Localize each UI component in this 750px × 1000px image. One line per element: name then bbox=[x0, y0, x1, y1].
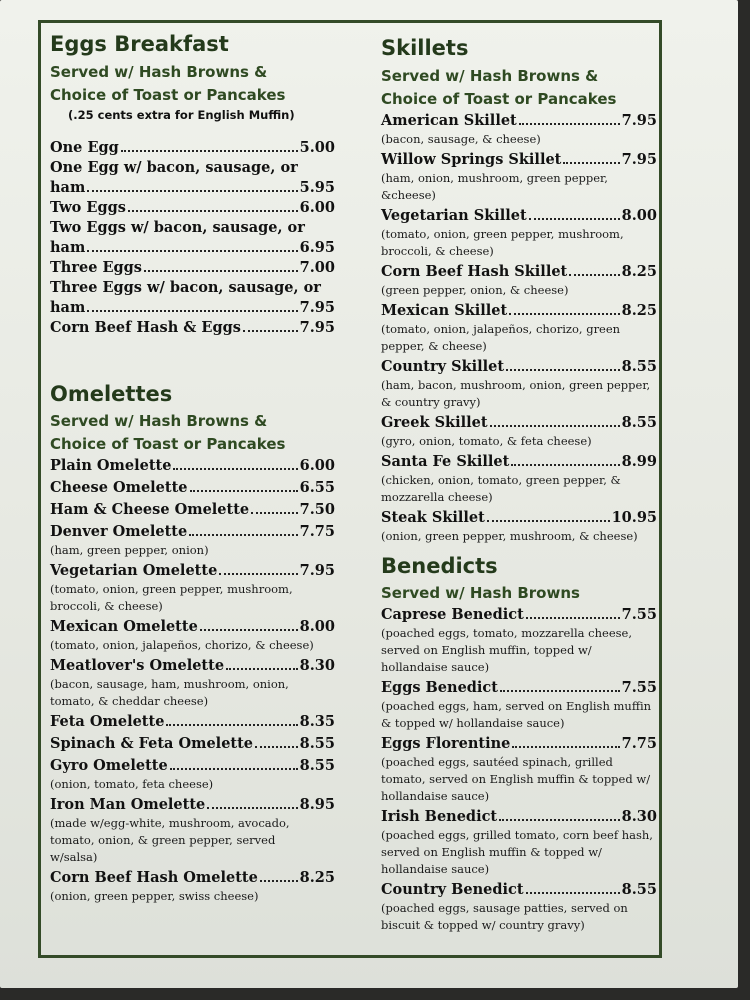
item-description: (onion, green pepper, mushroom, & cheese) bbox=[381, 529, 638, 543]
menu-item bbox=[381, 111, 657, 131]
leader-dots bbox=[87, 310, 297, 312]
menu-item bbox=[50, 198, 335, 218]
leader-dots bbox=[200, 629, 298, 631]
item-price: 8.30 bbox=[621, 808, 657, 825]
item-price: 7.95 bbox=[299, 299, 335, 316]
item-name: Mexican Omelette bbox=[50, 618, 198, 635]
leader-dots bbox=[87, 250, 297, 252]
menu-item bbox=[381, 678, 657, 698]
item-description: (poached eggs, grilled tomato, corn beef hash, served on English muffin & topped w/ hollandaise sauce) bbox=[381, 828, 653, 876]
leader-dots bbox=[499, 819, 620, 821]
item-name: Ham & Cheese Omelette bbox=[50, 501, 250, 518]
menu-item bbox=[381, 413, 657, 433]
item-name: Meatlover's Omelette bbox=[50, 657, 225, 674]
item-description: (bacon, sausage, ham, mushroom, onion, tomato, & cheddar cheese) bbox=[50, 677, 289, 708]
item-name: ham bbox=[50, 179, 86, 196]
item-price: 8.55 bbox=[621, 881, 657, 898]
item-name: Plain Omelette bbox=[50, 457, 172, 474]
menu-item bbox=[381, 807, 657, 827]
menu-item bbox=[381, 452, 657, 472]
leader-dots bbox=[121, 150, 298, 152]
menu-item bbox=[50, 318, 335, 338]
omelettes-choice-toast: Choice of Toast or Pancakes bbox=[50, 435, 286, 453]
item-name: Three Eggs bbox=[50, 259, 142, 276]
item-price: 7.95 bbox=[299, 319, 335, 336]
leader-dots bbox=[170, 768, 298, 770]
item-price: 10.95 bbox=[611, 509, 657, 526]
item-description: (chicken, onion, tomato, green pepper, & mozzarella cheese) bbox=[381, 473, 621, 504]
item-price: 5.00 bbox=[299, 139, 335, 156]
item-name: Corn Beef Hash Omelette bbox=[50, 869, 258, 886]
item-description: (bacon, sausage, & cheese) bbox=[381, 132, 541, 146]
leader-dots bbox=[87, 190, 297, 192]
item-price: 7.95 bbox=[621, 112, 657, 129]
item-name: Iron Man Omelette bbox=[50, 796, 206, 813]
item-name: One Egg bbox=[50, 139, 119, 156]
item-name: Corn Beef Hash & Eggs bbox=[50, 319, 241, 336]
menu-item bbox=[381, 880, 657, 900]
skillets-served-with: Served w/ Hash Browns & bbox=[381, 67, 599, 85]
item-name: Two Eggs bbox=[50, 199, 126, 216]
item-price: 8.55 bbox=[299, 735, 335, 752]
item-name: Caprese Benedict bbox=[381, 606, 524, 623]
item-name: Irish Benedict bbox=[381, 808, 498, 825]
leader-dots bbox=[144, 270, 298, 272]
item-name-line1: Three Eggs w/ bacon, sausage, or bbox=[50, 279, 321, 296]
item-price: 7.95 bbox=[621, 151, 657, 168]
item-name: Santa Fe Skillet bbox=[381, 453, 510, 470]
item-description: (ham, bacon, mushroom, onion, green pepper, & country gravy) bbox=[381, 378, 651, 409]
leader-dots bbox=[190, 490, 298, 492]
menu-item bbox=[50, 712, 335, 732]
item-price: 8.30 bbox=[299, 657, 335, 674]
item-name: Cheese Omelette bbox=[50, 479, 188, 496]
item-price: 8.99 bbox=[621, 453, 657, 470]
menu-item bbox=[50, 561, 335, 581]
item-description: (ham, onion, mushroom, green pepper, &cheese) bbox=[381, 171, 608, 202]
item-name: Eggs Benedict bbox=[381, 679, 498, 696]
item-name: Vegetarian Omelette bbox=[50, 562, 218, 579]
item-name: ham bbox=[50, 239, 86, 256]
item-name: Willow Springs Skillet bbox=[381, 151, 562, 168]
eggs-breakfast-section bbox=[50, 32, 335, 338]
menu-item bbox=[381, 734, 657, 754]
menu-item bbox=[381, 605, 657, 625]
omelettes-section bbox=[50, 382, 335, 907]
menu-item bbox=[50, 795, 335, 815]
item-description: (ham, green pepper, onion) bbox=[50, 543, 209, 557]
menu-item bbox=[50, 756, 335, 776]
menu-item bbox=[50, 218, 335, 258]
leader-dots bbox=[173, 468, 297, 470]
item-name: Country Skillet bbox=[381, 358, 505, 375]
menu-item bbox=[381, 508, 657, 528]
skillets-section bbox=[381, 36, 657, 547]
item-description: (tomato, onion, jalapeños, chorizo, green pepper, & cheese) bbox=[381, 322, 621, 353]
item-name: Steak Skillet bbox=[381, 509, 485, 526]
leader-dots bbox=[529, 218, 620, 220]
menu-item bbox=[50, 617, 335, 637]
item-name: Corn Beef Hash Skillet bbox=[381, 263, 568, 280]
menu-item bbox=[50, 522, 335, 542]
leader-dots bbox=[226, 668, 298, 670]
item-price: 7.55 bbox=[621, 679, 657, 696]
item-description: (poached eggs, tomato, mozzarella cheese, served on English muffin, topped w/ hollandaise sauce) bbox=[381, 626, 632, 674]
menu-item bbox=[50, 278, 335, 318]
leader-dots bbox=[487, 520, 610, 522]
menu-item bbox=[50, 456, 335, 476]
menu-item bbox=[50, 478, 335, 498]
item-description: (poached eggs, sausage patties, served on biscuit & topped w/ country gravy) bbox=[381, 901, 628, 932]
item-name: Country Benedict bbox=[381, 881, 524, 898]
menu-item bbox=[50, 868, 335, 888]
item-description: (onion, tomato, feta cheese) bbox=[50, 777, 214, 791]
menu-item bbox=[381, 262, 657, 282]
item-price: 7.75 bbox=[299, 523, 335, 540]
benedicts-served-with: Served w/ Hash Browns bbox=[381, 584, 580, 602]
item-price: 6.55 bbox=[299, 479, 335, 496]
item-description: (tomato, onion, green pepper, mushroom, broccoli, & cheese) bbox=[50, 582, 293, 613]
item-price: 8.55 bbox=[621, 358, 657, 375]
item-price: 6.00 bbox=[299, 457, 335, 474]
item-description: (tomato, onion, jalapeños, chorizo, & cheese) bbox=[50, 638, 314, 652]
item-price: 7.75 bbox=[621, 735, 657, 752]
item-price: 8.55 bbox=[621, 414, 657, 431]
item-name: Eggs Florentine bbox=[381, 735, 511, 752]
omelettes-served-with: Served w/ Hash Browns & bbox=[50, 412, 268, 430]
leader-dots bbox=[509, 313, 619, 315]
menu-item bbox=[381, 357, 657, 377]
item-price: 5.95 bbox=[299, 179, 335, 196]
item-price: 7.50 bbox=[299, 501, 335, 518]
item-price: 6.00 bbox=[299, 199, 335, 216]
item-price: 8.00 bbox=[299, 618, 335, 635]
leader-dots bbox=[490, 425, 620, 427]
leader-dots bbox=[189, 534, 297, 536]
menu-item bbox=[50, 500, 335, 520]
skillets-choice-toast: Choice of Toast or Pancakes bbox=[381, 90, 617, 108]
eggs-choice-toast: Choice of Toast or Pancakes bbox=[50, 86, 286, 104]
menu-item bbox=[50, 656, 335, 676]
eggs-breakfast-heading: Eggs Breakfast bbox=[50, 32, 229, 56]
leader-dots bbox=[519, 123, 620, 125]
menu-item bbox=[381, 206, 657, 226]
leader-dots bbox=[166, 724, 297, 726]
item-name: Gyro Omelette bbox=[50, 757, 168, 774]
item-price: 8.25 bbox=[621, 263, 657, 280]
leader-dots bbox=[500, 690, 620, 692]
leader-dots bbox=[569, 274, 619, 276]
omelettes-heading: Omelettes bbox=[50, 382, 173, 406]
leader-dots bbox=[512, 746, 619, 748]
leader-dots bbox=[526, 617, 620, 619]
menu-item bbox=[50, 258, 335, 278]
item-description: (tomato, onion, green pepper, mushroom, broccoli, & cheese) bbox=[381, 227, 624, 258]
item-price: 8.55 bbox=[299, 757, 335, 774]
eggs-served-with: Served w/ Hash Browns & bbox=[50, 63, 268, 81]
item-price: 7.95 bbox=[299, 562, 335, 579]
item-price: 8.95 bbox=[299, 796, 335, 813]
menu-item bbox=[50, 138, 335, 158]
item-description: (onion, green pepper, swiss cheese) bbox=[50, 889, 259, 903]
leader-dots bbox=[260, 880, 298, 882]
menu-item bbox=[50, 734, 335, 754]
item-price: 7.55 bbox=[621, 606, 657, 623]
item-name: Greek Skillet bbox=[381, 414, 488, 431]
english-muffin-note: (.25 cents extra for English Muffin) bbox=[68, 108, 295, 122]
item-description: (gyro, onion, tomato, & feta cheese) bbox=[381, 434, 592, 448]
skillets-heading: Skillets bbox=[381, 36, 469, 60]
item-name: American Skillet bbox=[381, 112, 517, 129]
benedicts-heading: Benedicts bbox=[381, 554, 498, 578]
item-price: 8.25 bbox=[621, 302, 657, 319]
menu-item bbox=[50, 158, 335, 198]
leader-dots bbox=[255, 746, 298, 748]
item-description: (poached eggs, sautéed spinach, grilled tomato, served on English muffin & topped w/ hollandaise sauce) bbox=[381, 755, 651, 803]
item-price: 6.95 bbox=[299, 239, 335, 256]
item-name: Denver Omelette bbox=[50, 523, 188, 540]
leader-dots bbox=[563, 162, 619, 164]
item-name: Vegetarian Skillet bbox=[381, 207, 527, 224]
leader-dots bbox=[251, 512, 298, 514]
benedicts-section bbox=[381, 554, 657, 936]
item-name: Feta Omelette bbox=[50, 713, 165, 730]
item-price: 8.35 bbox=[299, 713, 335, 730]
item-description: (poached eggs, ham, served on English muffin & topped w/ hollandaise sauce) bbox=[381, 699, 652, 730]
menu-item bbox=[381, 150, 657, 170]
leader-dots bbox=[511, 464, 619, 466]
item-name-line1: One Egg w/ bacon, sausage, or bbox=[50, 159, 298, 176]
leader-dots bbox=[219, 573, 297, 575]
item-price: 8.00 bbox=[621, 207, 657, 224]
item-name: Mexican Skillet bbox=[381, 302, 508, 319]
leader-dots bbox=[243, 330, 298, 332]
leader-dots bbox=[207, 807, 297, 809]
item-price: 7.00 bbox=[299, 259, 335, 276]
item-name: Spinach & Feta Omelette bbox=[50, 735, 254, 752]
leader-dots bbox=[506, 369, 620, 371]
item-price: 8.25 bbox=[299, 869, 335, 886]
menu-item bbox=[381, 301, 657, 321]
item-name: ham bbox=[50, 299, 86, 316]
leader-dots bbox=[526, 892, 620, 894]
item-description: (made w/egg-white, mushroom, avocado, tomato, onion, & green pepper, served w/salsa) bbox=[50, 816, 290, 864]
leader-dots bbox=[128, 210, 298, 212]
item-name-line1: Two Eggs w/ bacon, sausage, or bbox=[50, 219, 305, 236]
item-description: (green pepper, onion, & cheese) bbox=[381, 283, 569, 297]
